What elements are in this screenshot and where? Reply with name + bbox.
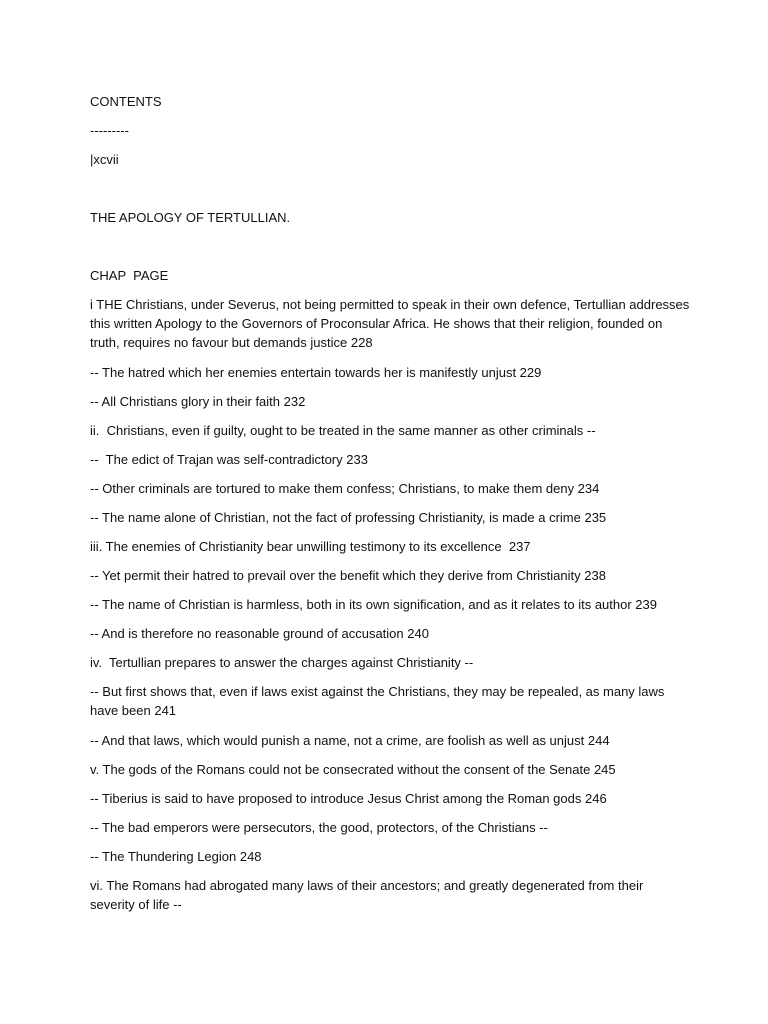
toc-entry: -- The name alone of Christian, not the fact of professing Christianity, is made a crime 235 bbox=[90, 510, 607, 525]
book-title: THE APOLOGY OF TERTULLIAN. bbox=[90, 210, 291, 225]
toc-entry: iii. The enemies of Christianity bear unwilling testimony to its excellence 237 bbox=[90, 539, 531, 554]
toc-entry: vi. The Romans had abrogated many laws of their ancestors; and greatly degenerated from their severity of life -- bbox=[90, 878, 647, 912]
toc-entry: -- All Christians glory in their faith 232 bbox=[90, 394, 306, 409]
page-marker: |xcvii bbox=[90, 152, 119, 167]
toc-entry: iv. Tertullian prepares to answer the charges against Christianity -- bbox=[90, 655, 474, 670]
toc-entry: -- The edict of Trajan was self-contradictory 233 bbox=[90, 452, 368, 467]
divider-line: --------- bbox=[90, 123, 129, 138]
toc-entry: -- Other criminals are tortured to make them confess; Christians, to make them deny 234 bbox=[90, 481, 600, 496]
toc-entry: -- And that laws, which would punish a name, not a crime, are foolish as well as unjust 244 bbox=[90, 733, 610, 748]
toc-entry: -- The Thundering Legion 248 bbox=[90, 849, 262, 864]
toc-entry: ii. Christians, even if guilty, ought to be treated in the same manner as other criminals -- bbox=[90, 423, 596, 438]
toc-entry: -- Tiberius is said to have proposed to introduce Jesus Christ among the Roman gods 246 bbox=[90, 791, 607, 806]
toc-entry: -- The bad emperors were persecutors, the good, protectors, of the Christians -- bbox=[90, 820, 548, 835]
toc-entry: i THE Christians, under Severus, not being permitted to speak in their own defence, Tertullian addresses this written Apology to the Governors of Proconsular Africa. He shows that their religion, founded on truth, requires no favour but demands justice 228 bbox=[90, 297, 693, 350]
toc-entry: -- But first shows that, even if laws exist against the Christians, they may be repealed, as many laws have been 241 bbox=[90, 684, 669, 718]
column-header: CHAP PAGE bbox=[90, 268, 169, 283]
toc-entry: v. The gods of the Romans could not be consecrated without the consent of the Senate 245 bbox=[90, 762, 616, 777]
contents-heading: CONTENTS bbox=[90, 94, 162, 109]
toc-entry: -- Yet permit their hatred to prevail over the benefit which they derive from Christianity 238 bbox=[90, 568, 606, 583]
toc-entry: -- The hatred which her enemies entertain towards her is manifestly unjust 229 bbox=[90, 365, 542, 380]
toc-entry: -- The name of Christian is harmless, both in its own signification, and as it relates to its author 239 bbox=[90, 597, 657, 612]
toc-entry: -- And is therefore no reasonable ground of accusation 240 bbox=[90, 626, 429, 641]
